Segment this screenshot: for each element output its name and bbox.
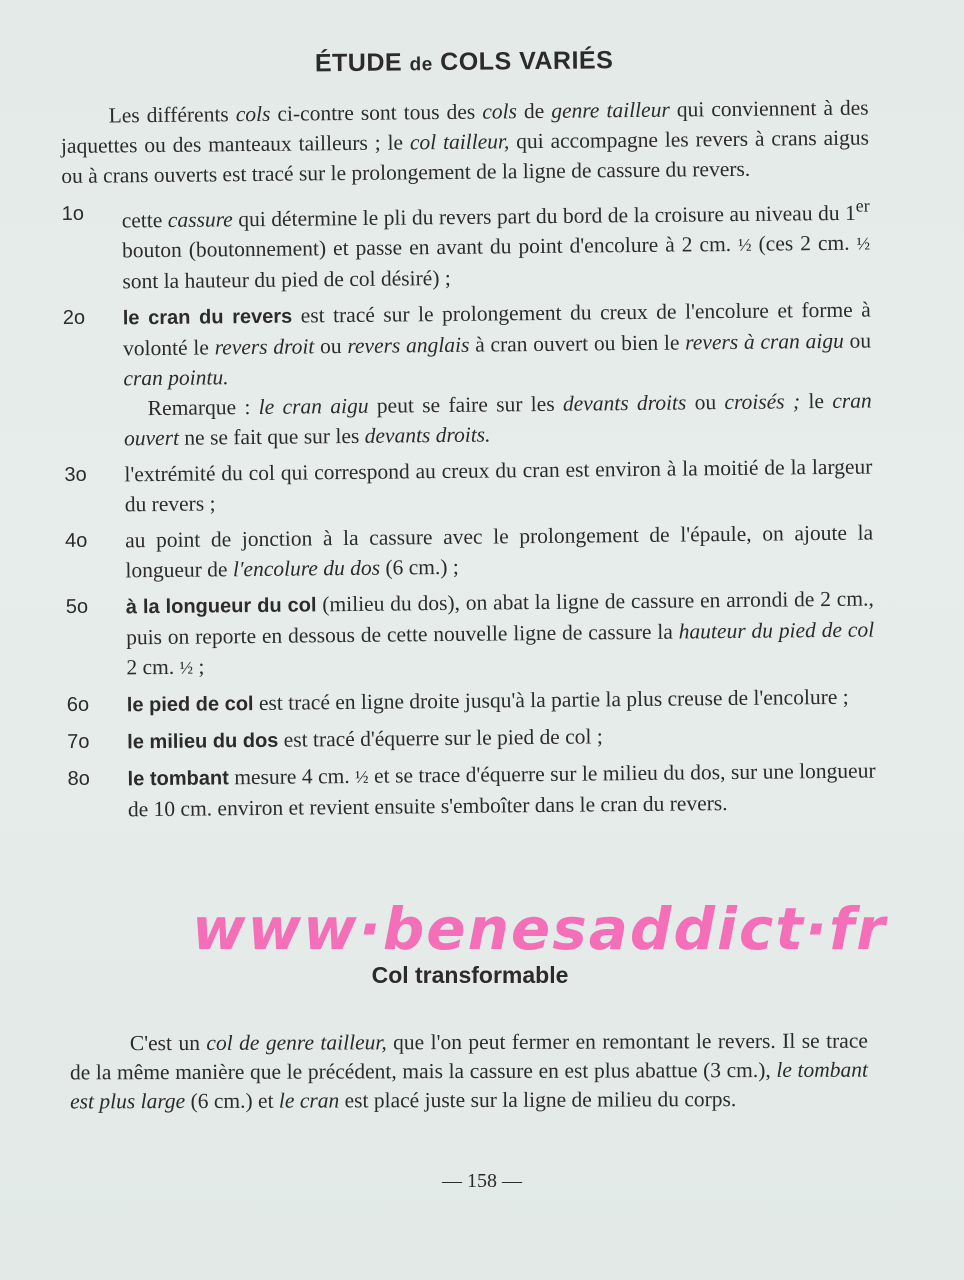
remark-italic: croisés ; [724,389,801,415]
item-text: à cran ouvert ou bien le [469,330,686,357]
item-italic: l'encolure du dos [232,555,381,582]
outro-text: C'est un [129,1030,207,1056]
list-item-2 [63,295,873,454]
list-item-1 [62,191,871,298]
item-number: 6o [66,693,90,717]
title-de: de [409,54,433,76]
item-text: (milieu du dos), on abat la ligne de cassure en arrondi de 2 cm., puis on reporte en dessous de cette nouvelle ligne de cassure la [126,586,874,650]
remark [124,389,872,451]
intro-italic-3: genre tailleur [551,97,670,123]
list-item-8 [67,756,876,825]
superscript: er [855,195,870,216]
item-lead: le milieu du dos [127,729,279,754]
item-lead: le tombant [127,767,229,791]
outro-text: est placé juste sur la ligne de milieu du corps. [339,1087,737,1113]
intro-paragraph [61,93,870,191]
item-text: (6 cm.) ; [379,555,459,580]
item-text: au point de jonction à la cassure avec le prolongement de l'épaule, on ajoute la longueur de [124,520,874,583]
remark-italic: le cran aigu [258,393,369,420]
section-subtitle: Col transformable [371,962,569,988]
intro-italic-2: cols [482,99,518,124]
item-text: et se trace d'équerre sur le milieu du dos, sur une longueur de 10 cm. environ et revient ensuite s'emboîter dans le cran du revers. [127,758,876,822]
main-text [60,44,876,832]
remark-italic: cran ouvert [123,388,872,451]
intro-italic-4: col tailleur, [409,129,510,155]
item-text: qui détermine le pli du revers part du bord de la croisure au niveau du 1 [232,200,856,232]
item-text: mesure 4 cm. [228,764,356,790]
list-item-5 [66,584,875,684]
title-rest: COLS VARIÉS [440,46,614,77]
item-text: 2 cm. [126,654,180,680]
remark-text: le [799,389,833,414]
item-number: 3o [64,463,87,487]
item-text: ou [843,328,872,353]
item-text: sont la hauteur du pied de col désiré) ; [122,266,451,294]
intro-text-5: qui accompagne les revers à crans aigus ou à crans ouverts est tracé sur le prolongement de la ligne de cassure du revers. [61,125,870,188]
outro-paragraph [70,1027,868,1117]
item-number: 4o [65,529,88,553]
list-item-7 [67,719,875,758]
remark-text: peut se faire sur les [368,391,564,418]
fraction: ½ [856,233,871,254]
intro-text-1: Les différents [108,102,236,128]
fraction: ½ [738,234,752,256]
item-italic: cassure [167,207,233,233]
outro-text: que l'on peut fermer en remontant le revers. Il se trace de la même manière que le précédent, mais la cassure en est plus abattue (3 cm.), [69,1028,868,1085]
item-italic: revers anglais [347,332,470,359]
remark-text: ou [686,390,725,415]
item-number: 2o [62,306,86,330]
item-italic: cran pointu. [123,365,229,391]
item-text: bouton (boutonnement) et passe en avant du point d'encolure à 2 cm. [121,232,739,263]
item-lead: le cran du revers [122,305,293,330]
page-number: — 158 — [442,1170,522,1192]
intro-italic-1: cols [235,101,271,127]
remark-italic: devants droits. [364,422,491,448]
item-text: (ces 2 cm. [751,230,857,256]
item-text: est tracé d'équerre sur le pied de col ; [278,724,603,752]
item-lead: le pied de col [126,693,254,717]
outro-italic: le cran [278,1088,340,1113]
outro-text: (6 cm.) et [185,1088,279,1113]
item-number: 1o [61,202,85,225]
list-item-6 [67,682,875,721]
watermark-text: www·benesaddict·fr [192,895,887,963]
remark-label: Remarque : [147,395,259,421]
outro-italic: le tombant est plus large [70,1057,869,1114]
fraction: ½ [179,657,194,678]
page-title [60,44,868,81]
item-text: l'extrémité du col qui correspond au creux du cran est environ à la moitié de la largeur du revers ; [124,454,873,517]
list-item-3 [64,452,873,520]
outro-italic: col de genre tailleur, [206,1030,387,1055]
intro-text-2: ci-contre sont tous des [270,99,483,126]
remark-italic: devants droits [562,390,687,416]
title-main: ÉTUDE [314,48,403,78]
item-italic: revers à cran aigu [685,328,844,355]
item-text: est tracé en ligne droite jusqu'à la partie la plus creuse de l'encolure ; [253,684,849,716]
item-text: ; [192,654,205,679]
fraction: ½ [355,766,369,788]
item-italic: hauteur du pied de col [678,617,875,644]
item-text: ou [314,334,348,359]
item-number: 7o [67,730,90,754]
item-text: cette [121,208,168,233]
intro-text-4: qui conviennent à des jaquettes ou des manteaux tailleurs ; le [60,95,869,158]
item-lead: à la longueur du col [125,594,317,619]
item-italic: revers droit [214,334,315,360]
item-number: 5o [65,595,89,619]
item-number: 8o [67,767,90,791]
remark-text: ne se fait que sur les [178,423,365,450]
list-item-4 [65,518,874,586]
item-text: est tracé sur le prolongement du creux de l'encolure et forme à volonté le [122,297,871,361]
intro-text-3: de [516,98,552,124]
